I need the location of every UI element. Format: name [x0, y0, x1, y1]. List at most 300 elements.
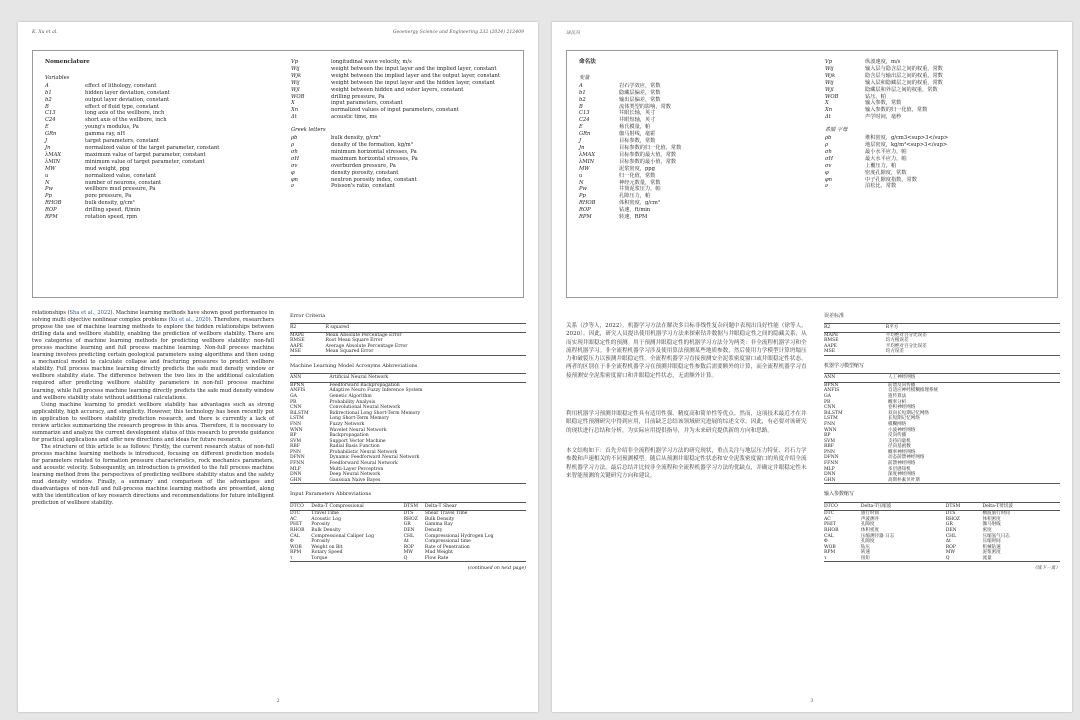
nomenclature-entry: [45, 173, 270, 180]
table-cell: 多层感知机: [888, 466, 911, 472]
header-authors: K. Xu et al.: [32, 30, 58, 35]
table-header-cell: DTSM: [946, 502, 983, 511]
table-cell: CNN: [290, 405, 302, 411]
table-header-cell: ANN: [290, 374, 329, 383]
symbol: WOB: [825, 93, 839, 100]
table-cell: 前馈神经网络: [888, 461, 916, 467]
nomenclature-entry: [45, 117, 270, 124]
table-header-cell: DTCO: [290, 502, 311, 511]
ml-table-title: Machine Learning Model Acronyms Abbreviations: [290, 363, 418, 370]
table-cell: Flow Rate: [425, 556, 526, 562]
nomenclature-entry: [579, 138, 804, 145]
table-cell: 双向长短期记忆网络: [888, 410, 929, 416]
table-cell: PNN: [824, 449, 836, 455]
table-cell: 压缩时间: [982, 539, 1001, 545]
symbol: Pw: [45, 186, 53, 193]
nomenclature-entry: [579, 186, 804, 193]
paragraph: relationships (Sha et al., 2022). Machine learning methods have shown good performance in solving multi objective nonlinear complex problems (Xu et al., 2020). Therefore, researchers propose the use of machine learning methods to explore the hidden relationships between drilling data and wellbore stability, enabling the prediction of wellbore stability. There are two categories of machine learning methods for predicting wellbore stability: non-full process machine learning and full process machine learning. Non-full process machine learning involves predicting certain geological parameters using algorithms and then using a mechanical model to calculate collapse and fracturing pressures to predict wellbore stability. Full process machine learning directly predicts the safe mud density window or wellbore stability state. The difference between the two lies in the additional calculation required after predicting wellbore stability parameters in non-full process machine learning, while full process machine learning directly predicts the safe mud density window and wellbore stability state without additional calculations.: [32, 310, 274, 401]
table-cell: PR: [824, 399, 831, 405]
symbol: Vp: [825, 59, 833, 65]
definition: 最小水平应力，帕: [865, 148, 907, 155]
paragraph: Using machine learning to predict wellbore stability has advantages such as strong applicability, high accuracy, and simplicity. However, this technology has been recently put in application to wellbore stability prediction research, and there is currently a lack of review articles summarizing the research progress in this area. Therefore, it is necessary to summarize and analyze the current development status of this research to provide guidance for practical applications and offer new directions and ideas for future research.: [32, 401, 274, 443]
table-cell: Feedforward Neural Network: [329, 461, 398, 467]
definition: 流体类型的影响，常数: [619, 103, 671, 110]
symbol: Jn: [45, 144, 51, 151]
table-cell: BPNN: [824, 382, 839, 388]
table-cell: RHOB: [824, 527, 839, 533]
nomenclature-entry: [291, 163, 536, 170]
table-header-cell: DTSM: [404, 502, 425, 511]
table-cell: 密度: [982, 527, 992, 533]
nomenclature-entry: [291, 73, 536, 80]
input-table: [824, 502, 1060, 563]
table-cell: 旅行时间: [860, 511, 880, 517]
definition: density porosity, constant: [331, 169, 399, 176]
table-cell: Torque: [311, 556, 403, 562]
definition: weight between the implied layer and the output layer, constant: [331, 72, 500, 79]
nomenclature-entry: [579, 180, 804, 187]
table-cell: 体积密度: [860, 527, 880, 533]
definition: 密度孔隙度，常数: [865, 169, 907, 176]
symbol: φn: [825, 176, 832, 183]
table-header-cell: ANN: [824, 374, 888, 383]
definition: 钻压，帕: [865, 93, 886, 100]
nomenclature-entry: [45, 90, 270, 97]
table-cell: DNN: [824, 472, 836, 478]
nomenclature-entry: [45, 131, 270, 138]
symbol: φ: [291, 169, 295, 176]
nomenclature-entry: [825, 135, 1070, 142]
definition: 泊松比，常数: [865, 183, 897, 190]
citation-link[interactable]: Xu et al., 2020: [170, 317, 209, 324]
input-table-title: 输入参数缩写: [824, 491, 855, 498]
symbol: Wij: [825, 79, 834, 86]
header-translator: 译民冯: [566, 31, 580, 36]
table-cell: LSTM: [824, 416, 838, 422]
table-cell: Radial Basis Function: [329, 444, 380, 450]
page-header: [566, 30, 1058, 36]
table-cell: 孔隙度: [860, 522, 875, 528]
nomenclature-entry: [579, 104, 804, 111]
table-cell: GA: [824, 393, 831, 399]
table-cell: DFNN: [290, 455, 305, 461]
nomenclature-entry: [45, 97, 270, 104]
definition: long axis of the wellbore, inch: [85, 110, 165, 117]
table-cell: 支持向量机: [888, 438, 911, 444]
table-cell: Q: [404, 556, 425, 562]
table-cell: Compressional time: [424, 539, 471, 545]
table-cell: Porosity: [311, 539, 331, 545]
definition: number of neurons, constant: [85, 179, 162, 186]
definition: 输出层偏差，常数: [619, 96, 661, 103]
table-cell: GR: [403, 522, 411, 528]
table-cell: FNN: [824, 421, 836, 427]
header-journal: Geoenergy Science and Engineering 232 (2024) 212409: [392, 30, 524, 35]
nomenclature-entry: [825, 114, 1070, 121]
table-cell: FFNN: [824, 461, 839, 467]
table-header-cell: Artificial Neural Network: [329, 374, 526, 383]
symbol: C24: [45, 117, 56, 124]
symbol: Wjk: [291, 72, 302, 79]
table-cell: Mean Squared Error: [326, 349, 527, 355]
definition: 神经元数量，常数: [619, 179, 661, 186]
table-cell: DNN: [290, 472, 302, 478]
symbol: X: [291, 100, 295, 107]
table-cell: 长短期记忆网络: [888, 416, 920, 422]
symbol: GRn: [45, 131, 57, 138]
table-cell: AC: [290, 516, 297, 522]
table-cell: 伽马射线: [982, 522, 1001, 528]
table-cell: AAPE: [824, 343, 837, 349]
table-cell: 卷积神经网络: [888, 405, 916, 411]
nomenclature-entry: [825, 149, 1070, 156]
table-cell: 机械钻速: [982, 544, 1001, 550]
citation-link[interactable]: Sha et al., 2022: [69, 310, 111, 316]
table-cell: 平均绝对百分比误差: [885, 343, 927, 349]
table-cell: 模糊网络: [888, 421, 907, 427]
nomenclature-entry: [45, 200, 270, 207]
table-cell: 反向传播: [888, 433, 907, 439]
nomenclature-title: Nomenclature: [45, 59, 90, 65]
table-cell: ROP: [403, 544, 414, 550]
symbol: N: [579, 179, 584, 186]
definition: 泥浆密度，ppg: [619, 165, 655, 172]
nomenclature-title: 命名法: [579, 59, 596, 65]
table-cell: RBF: [290, 444, 300, 450]
variables-list: [579, 83, 804, 221]
nomenclature-entry: [825, 94, 1070, 101]
continued-note: （续下一页）: [1032, 566, 1060, 572]
table-header-cell: R2: [290, 324, 326, 333]
table-cell: Wavelet Neural Network: [329, 427, 387, 433]
symbol: λMIN: [45, 158, 61, 165]
table-cell: 泥浆密度: [982, 550, 1001, 556]
input-table-title: Input Parameters Abbreviations: [290, 491, 372, 498]
symbol: N: [45, 179, 50, 186]
definition: rotation speed, rpm: [85, 214, 138, 221]
symbol: J: [579, 138, 582, 145]
nomenclature-entry: [579, 166, 804, 173]
nomenclature-entry: [45, 180, 270, 187]
definition: normalized value, constant: [85, 172, 157, 179]
nomenclature-entry: [291, 80, 536, 87]
table-cell: RBF: [824, 444, 834, 450]
symbol: b1: [45, 89, 52, 96]
table-cell: Adaptive Neuro Fuzzy Inference System: [329, 388, 423, 394]
table-cell: 体积密度: [982, 516, 1001, 522]
table-cell: 前馈反向传播: [888, 382, 916, 388]
table-cell: LSTM: [290, 416, 304, 422]
nomenclature-entry: [45, 207, 270, 214]
page-header: [32, 30, 524, 35]
symbol: MW: [45, 165, 56, 172]
variables-list-right: [825, 59, 1070, 121]
nomenclature-entry: [579, 90, 804, 97]
definition: 输入层和隐藏层之间的权重，常数: [865, 79, 943, 86]
symbol: MW: [579, 165, 590, 172]
symbol: C24: [579, 117, 590, 124]
nomenclature-entry: [45, 152, 270, 159]
symbol: Wij: [291, 79, 300, 86]
page-number: 2: [276, 698, 280, 704]
table-cell: Bulk Density: [424, 516, 455, 522]
definition: 体积密度，g/cm³: [619, 200, 660, 207]
table-cell: Acoustic Log: [311, 516, 342, 522]
nomenclature-entry: [579, 207, 804, 214]
table-cell: GA: [290, 393, 297, 399]
table-cell: 声波测井: [860, 516, 880, 522]
definition: drilling pressure, Pa: [331, 93, 385, 100]
table-cell: 流量: [983, 556, 1060, 562]
nomenclature-entry: [579, 173, 804, 180]
table-cell: RMSE: [824, 338, 839, 344]
table-cell: RPM: [290, 550, 302, 556]
page-number: 3: [810, 698, 814, 704]
symbol: Wjl: [291, 86, 300, 93]
symbol: Pp: [45, 193, 52, 200]
nomenclature-entry: [45, 193, 270, 200]
body-text: [566, 322, 808, 492]
table-cell: Long Short-Term Memory: [329, 416, 389, 422]
table-cell: MAPE: [824, 332, 839, 338]
symbol: C13: [579, 110, 590, 117]
symbol: A: [45, 82, 49, 89]
definition: effect of lithology, constant: [85, 82, 157, 89]
definition: 声学时间，毫秒: [865, 114, 902, 121]
definition: 输入参数，常数: [865, 100, 902, 107]
definition: minimum value of target parameter, constant: [85, 158, 205, 165]
symbol: Wjl: [825, 86, 834, 93]
table-cell: Δt: [945, 539, 951, 545]
table-cell: Bulk Density: [311, 527, 341, 533]
table-cell: MW: [945, 550, 956, 556]
symbol: E: [579, 124, 583, 131]
table-header-cell: R平方: [886, 324, 1060, 333]
table-cell: RMSE: [290, 338, 305, 344]
table-cell: CAL: [290, 533, 300, 539]
greek-label: 希腊 字母: [825, 127, 848, 134]
definition: maximum value of target parameter, constant: [85, 151, 206, 158]
table-cell: DFNN: [824, 455, 839, 461]
paragraph: 关系（沙等人，2022）。机器学习方法在解决多目标非线性复杂问题中表现出良好性能（徐等人，2020）。因此，研究人员提出使用机器学习方法来探索钻井数据与井眼稳定性之间的隐藏关系，从而实现井眼稳定性的预测。用于预测井眼稳定性的机器学习方法分为两类：非全流程机器学习和全流程机器学习。非全流程机器学习涉及使用算法预测某些地质参数，然后使用力学模型计算坍塌压力和破裂压力以预测井眼稳定性。全流程机器学习直接预测安全泥浆密度窗口或井眼稳定性状态。两者的区别在于非全流程机器学习在预测井眼稳定性参数后需要额外的计算，而全流程机器学习直接预测安全泥浆密度窗口和井眼稳定性状态，无需额外计算。: [566, 323, 807, 379]
table-cell: 高斯朴素贝叶斯: [888, 478, 1060, 484]
table-cell: DTS: [403, 511, 414, 517]
table-cell: BP: [290, 433, 297, 439]
nomenclature-entry: [825, 100, 1070, 107]
definition: gamma ray, nH: [85, 131, 125, 138]
definition: short axis of the wellbore, inch: [85, 117, 167, 124]
variables-label: 变量: [579, 74, 590, 81]
table-cell: ANFIS: [290, 388, 306, 394]
definition: 目标参数的归一化值，常数: [619, 144, 682, 151]
table-cell: Δt: [403, 539, 409, 545]
symbol: λMAX: [45, 151, 62, 158]
nomenclature-box: [32, 50, 524, 298]
continued-note: (continued on next page): [467, 566, 526, 572]
nomenclature-entry: [579, 200, 804, 207]
variables-label: Variables: [45, 74, 70, 81]
table-cell: Backpropagation: [329, 433, 369, 439]
definition: minimum horizontal stresses, Pa: [331, 148, 417, 155]
definition: 目标参数，常数: [619, 138, 656, 145]
definition: 井眼短轴，英寸: [619, 117, 656, 124]
table-cell: MW: [403, 550, 413, 556]
body-text: [32, 310, 274, 507]
nomenclature-entry: [579, 83, 804, 90]
definition: 输入层与隐含层之间的权重，常数: [865, 65, 943, 72]
nomenclature-entry: [45, 166, 270, 173]
table-cell: DTS: [945, 511, 956, 517]
nomenclature-entry: [291, 94, 536, 101]
symbol: Xn: [825, 107, 833, 114]
nomenclature-entry: [291, 177, 536, 184]
definition: bulk density, g/cm³: [331, 135, 381, 142]
table-cell: τ: [824, 556, 861, 562]
table-cell: 遗传算法: [888, 393, 907, 399]
table-cell: WNN: [290, 427, 303, 433]
symbol: WOB: [291, 93, 305, 100]
table-row: [290, 349, 526, 355]
nomenclature-entry: [291, 156, 536, 163]
definition: 堆积密度，g/cm3<sup>3</sup>: [865, 135, 949, 142]
nomenclature-entry: [45, 138, 270, 145]
definition: maximum horizontal stresses, Pa: [331, 155, 418, 162]
table-cell: GHN: [824, 478, 888, 484]
nomenclature-entry: [579, 97, 804, 104]
greek-list: [291, 135, 536, 190]
table-cell: Fuzzy Network: [329, 421, 365, 427]
symbol: σH: [291, 155, 300, 162]
table-cell: MLP: [290, 466, 301, 472]
error-table-title: 误差标准: [824, 313, 845, 319]
symbol: ROP: [45, 207, 57, 214]
nomenclature-entry: [291, 149, 536, 156]
definition: effect of fluid type, constant: [85, 103, 159, 110]
table-cell: 转速: [860, 550, 870, 556]
symbol: ν: [825, 183, 829, 190]
table-cell: Support Vector Machine: [329, 438, 386, 444]
table-cell: MLP: [824, 466, 835, 472]
nomenclature-entry: [825, 87, 1070, 94]
table-cell: RPM: [824, 550, 836, 556]
definition: 最大水平应力，帕: [865, 155, 907, 162]
nomenclature-entry: [825, 170, 1070, 177]
nomenclature-entry: [579, 159, 804, 166]
symbol: Wij: [291, 65, 300, 72]
definition: weight between the input layer and the implied layer, constant: [331, 65, 497, 72]
definition: input parameters, constant: [331, 100, 403, 107]
ml-table-title: 机器学习模型缩写: [824, 363, 865, 370]
nomenclature-entry: [45, 159, 270, 166]
nomenclature-entry: [579, 131, 804, 138]
table-cell: AC: [824, 516, 831, 522]
symbol: GRn: [579, 131, 591, 138]
symbol: φn: [291, 176, 298, 183]
nomenclature-entry: [579, 214, 804, 221]
table-cell: CHL: [403, 533, 415, 539]
nomenclature-entry: [579, 117, 804, 124]
symbol: Pw: [579, 186, 587, 193]
definition: 杨氏模量，帕: [619, 124, 651, 131]
symbol: b2: [45, 96, 52, 103]
definition: 纵波速度，m/s: [865, 59, 901, 65]
symbol: Vp: [291, 59, 299, 65]
nomenclature-entry: [825, 107, 1070, 114]
table-cell: 钻压: [860, 544, 870, 550]
table-cell: AAPE: [290, 343, 303, 349]
definition: 隐藏层和外层之间的权重，常数: [865, 86, 938, 93]
table-cell: DEN: [403, 527, 415, 533]
symbol: ρb: [291, 135, 298, 142]
definition: pore pressure, Pa: [85, 193, 132, 200]
table-row: [824, 478, 1060, 484]
table-cell: 压缩氢气日志: [982, 533, 1010, 539]
nomenclature-box: [566, 50, 1058, 298]
nomenclature-entry: [579, 193, 804, 200]
symbol: J: [45, 138, 48, 145]
table-cell: Φ: [824, 539, 828, 545]
symbol: C13: [45, 110, 56, 117]
symbol: u: [45, 172, 49, 179]
symbol: E: [45, 124, 49, 131]
table-cell: ROP: [945, 544, 956, 550]
definition: normalized values of input parameters, constant: [331, 107, 459, 114]
table-cell: WNN: [824, 427, 837, 433]
table-cell: Convolutional Neural Network: [329, 405, 401, 411]
table-cell: 深度神经网络: [888, 472, 916, 478]
table-cell: Average Absolute Percentage Error: [325, 343, 408, 349]
table-header-cell: Delta-T压缩波: [861, 502, 946, 511]
greek-list: [825, 135, 1070, 190]
definition: 井眼长轴，英寸: [619, 110, 656, 117]
table-cell: BPNN: [290, 382, 305, 388]
table-row: [290, 478, 526, 484]
table-cell: FNN: [290, 421, 302, 427]
table-cell: Compressional Hydrogen Log: [424, 533, 494, 539]
definition: mud weight, ppg: [85, 165, 130, 172]
nomenclature-entry: [45, 145, 270, 152]
definition: 地层密度，kg/m³<sup>3</sup>: [865, 141, 948, 148]
symbol: Δt: [825, 114, 831, 121]
nomenclature-entry: [579, 145, 804, 152]
symbol: RHOB: [45, 200, 62, 207]
table-cell: Shear Travel Time: [424, 511, 468, 517]
symbol: B: [45, 103, 49, 110]
symbol: RPM: [45, 214, 58, 221]
table-cell: WOB: [290, 544, 302, 550]
table-cell: MAPE: [290, 332, 305, 338]
definition: 转速，RPM: [619, 214, 648, 221]
symbol: X: [825, 100, 829, 107]
definition: 孔隙压力，帕: [619, 193, 651, 200]
table-header-cell: 人工神经网络: [888, 374, 1060, 383]
table-cell: Root Mean Square Error: [325, 338, 383, 344]
nomenclature-entry: [291, 135, 536, 142]
table-cell: PHIT: [824, 522, 836, 528]
definition: acoustic time, ms: [331, 114, 378, 121]
table-cell: 均方误差: [886, 349, 1060, 355]
table-cell: DEN: [945, 527, 957, 533]
nomenclature-entry: [579, 110, 804, 117]
ml-table: [824, 373, 1060, 484]
table-cell: Φ: [290, 539, 294, 545]
symbol: b1: [579, 89, 586, 96]
table-cell: Compressional Caliper Log: [311, 533, 374, 539]
nomenclature-entry: [579, 124, 804, 131]
paragraph: 本文结构如下：首先介绍非全流程机器学习方法的研究现状，重点关注与地层压力特征、岩石力学参数和声速相关的不同预测模型。随后从预测井眼稳定性状态和安全泥浆密度窗口的角度介绍全流程机器学习方法。最后总结并比较非全流程和全流程机器学习方法的优缺点，并确定井眼稳定性未来智能预测的关键研究方向和建议。: [566, 447, 807, 479]
symbol: ρb: [825, 135, 832, 142]
table-cell: DTC: [290, 511, 301, 517]
